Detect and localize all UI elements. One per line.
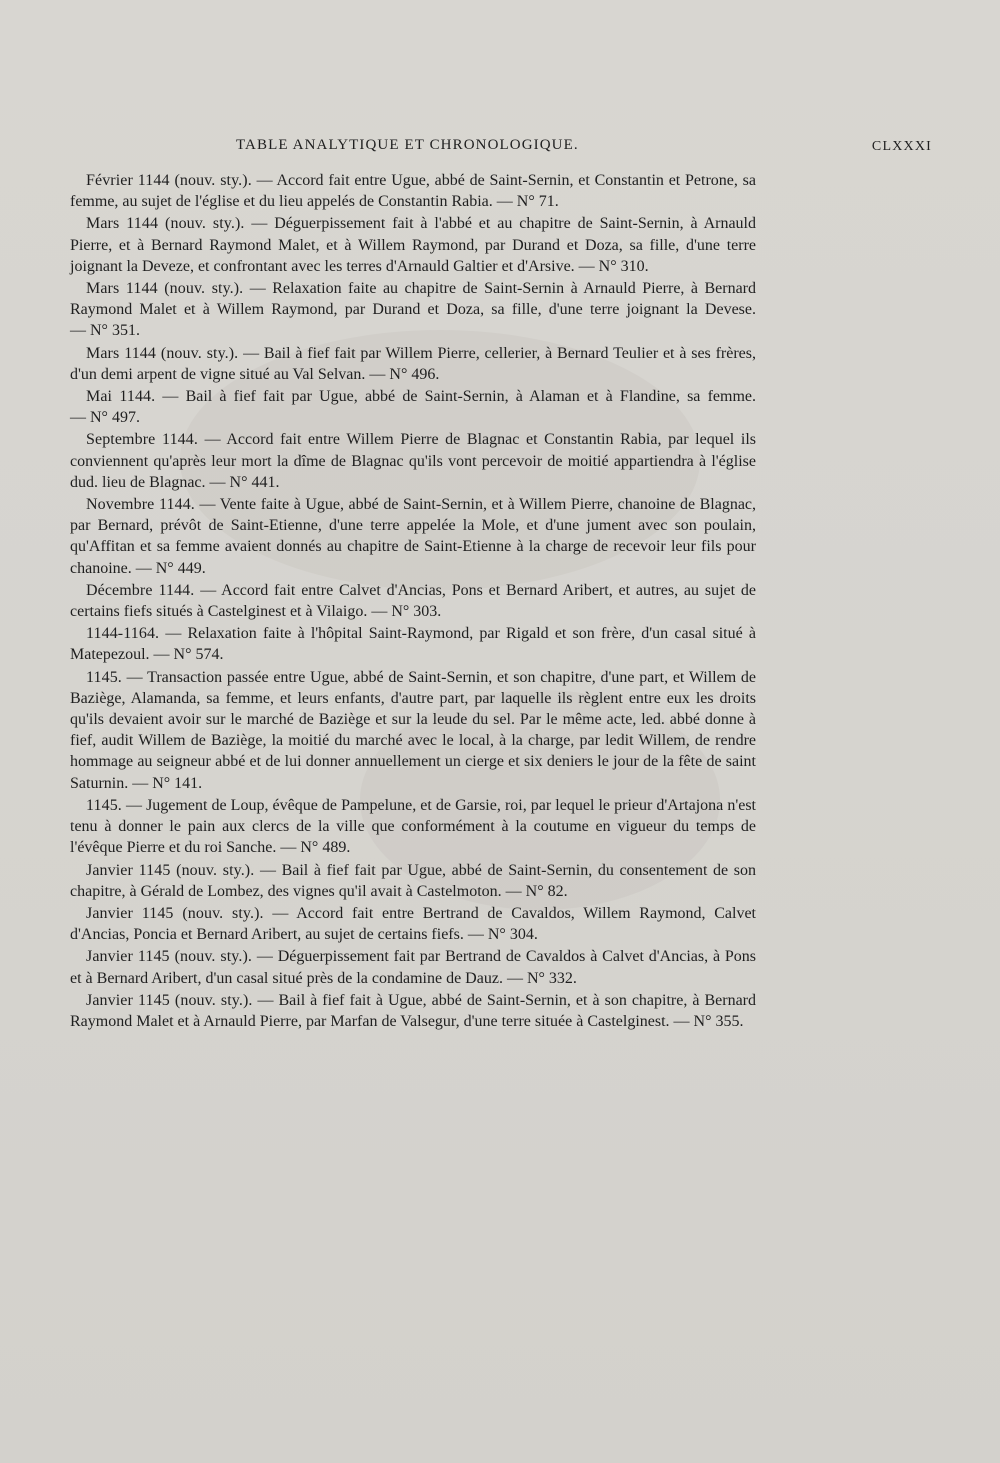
entry-date: Janvier 1145 (nouv. sty.). xyxy=(86,991,253,1009)
entry xyxy=(70,278,756,342)
entry-date: Mars 1144 (nouv. sty.). xyxy=(86,215,245,233)
entry-date: Décembre 1144. xyxy=(86,581,195,599)
entry-ref: — N° 496. xyxy=(369,365,440,383)
entry-text: — Accord fait entre Willem Pierre de Blagnac et Constantin Rabia, par lequel ils conviennent qu'après leur mort la dîme de Blagnac qu'ils vont percevoir de moitié appartiendra à l'église dud. lieu de Blagnac. xyxy=(70,431,757,491)
entry xyxy=(70,580,756,622)
entry-date: Janvier 1145 (nouv. sty.). xyxy=(86,861,255,879)
entry xyxy=(70,343,756,385)
entry-ref: — N° 82. xyxy=(505,882,568,900)
entry-date: Janvier 1145 (nouv. sty.). xyxy=(86,948,252,966)
entry-date: Février 1144 (nouv. sty.). xyxy=(86,172,252,189)
entry-date: Mai 1144. xyxy=(86,388,156,406)
page-header xyxy=(70,137,938,167)
entry-text: — Déguerpissement fait à l'abbé et au chapitre de Saint-Sernin, à Arnauld Pierre, et à Bernard Raymond Malet, et à Willem Raymond, par Durand et Doza, sa fille, d'une terre joignant la Deveze, et confrontant avec les terres d'Arnauld Galtier et d'Arsive. xyxy=(70,215,757,275)
entry-date: 1145. xyxy=(86,796,122,814)
entry xyxy=(70,623,756,665)
entry xyxy=(70,990,756,1032)
entry-ref: — N° 449. xyxy=(135,559,206,577)
entry xyxy=(70,667,756,794)
entry-text: — Relaxation faite à l'hôpital Saint-Raymond, par Rigald et son frère, d'un casal situé à Matepezoul. xyxy=(70,625,756,664)
entry-date: Mars 1144 (nouv. sty.). xyxy=(86,344,239,362)
entry-date: Novembre 1144. xyxy=(86,496,195,514)
entry-ref: — N° 303. xyxy=(371,603,442,621)
entry-date: Septembre 1144. xyxy=(86,431,198,449)
entry-ref: — N° 71. xyxy=(496,193,559,211)
entry-ref: — N° 304. xyxy=(467,926,538,944)
entry-ref: — N° 332. xyxy=(506,969,577,987)
entry-ref: — N° 497. xyxy=(70,409,140,427)
entry-ref: — N° 441. xyxy=(209,473,280,491)
entry xyxy=(70,946,756,988)
page-folio: CLXXXI xyxy=(871,139,932,154)
entry-ref: — N° 141. xyxy=(132,774,203,792)
entry-date: Mars 1144 (nouv. sty.). xyxy=(86,280,244,298)
entry-text: — Relaxation faite au chapitre de Saint-Sernin à Arnauld Pierre, à Bernard Raymond Malet et à Willem Raymond, par Durand et Doza, sa fille, d'une terre joignant la Devese. xyxy=(70,280,757,319)
entry-ref: — N° 355. xyxy=(673,1012,744,1030)
entry xyxy=(70,386,756,428)
entry-ref: — N° 489. xyxy=(280,839,351,857)
entry-date: 1145. xyxy=(86,668,122,686)
entry-text: — Accord fait entre Bertrand de Cavaldos, Willem Raymond, Calvet d'Ancias, Poncia et Bernard Aribert, au sujet de certains fiefs. xyxy=(70,904,757,944)
entry-text: — Bail à fief fait par Ugue, abbé de Saint-Sernin, à Alaman et à Flandine, sa femme. xyxy=(162,388,756,406)
entry-text: — Vente faite à Ugue, abbé de Saint-Sernin, et à Willem Pierre, chanoine de Blagnac, par Bernard, prévôt de Saint-Etienne, d'une terre appelée la Mole, et d'une jument avec son poulain, qu'Affitan et sa femme avaient donnés au chapitre de Saint-Etienne à la charge de recevoir leur fils pour chanoine. xyxy=(70,496,757,577)
entry-text: — Transaction passée entre Ugue, abbé de Saint-Sernin, et son chapitre, d'une part, et Willem de Baziège, Alamanda, sa femme, et leurs enfants, d'autre part, par laquelle ils règlent entre eux les droits qu'ils devaient avoir sur le marché de Baziège et sur la leude du sel. Par le même acte, led. abbé donne à fief, audit Willem de Baziège, la moitié du marché avec le local, à la charge, par ledit Willem, de rendre hommage au seigneur abbé et de lui donner annuellement un cierge et six deniers le jour de la fête de saint Saturnin. xyxy=(70,668,757,792)
entry xyxy=(70,903,756,945)
entry-text: — Jugement de Loup, évêque de Pampelune, et de Garsie, roi, par lequel le prieur d'Artajona n'est tenu à donner le pain aux clercs de la ville que conformément à la coutume en vigueur du temps de l'évêque Pierre et du roi Sanche. xyxy=(70,796,757,857)
entry-text: — Bail à fief fait à Ugue, abbé de Saint-Sernin, et à son chapitre, à Bernard Raymond Malet et à Arnauld Pierre, par Marfan de Valsegur, d'une terre située à Castelginest. xyxy=(70,991,756,1030)
entry-text: — Accord fait entre Calvet d'Ancias, Pons et Bernard Aribert, et autres, au sujet de certains fiefs situés à Castelginest et à Vilaigo. xyxy=(70,581,757,621)
entry xyxy=(70,860,756,902)
entry-ref: — N° 351. xyxy=(70,322,140,340)
entry-text: — Bail à fief fait par Ugue, abbé de Saint-Sernin, du consentement de son chapitre, à Gérald de Lombez, des vignes qu'il avait à Castelmoton. xyxy=(70,861,756,900)
running-title: TABLE ANALYTIQUE ET CHRONOLOGIQUE. xyxy=(236,137,579,153)
entry xyxy=(70,213,756,277)
entry-text: — Déguerpissement fait par Bertrand de Cavaldos à Calvet d'Ancias, à Pons et à Bernard Aribert, d'un casal situé près de la condamine de Dauz. xyxy=(70,948,757,987)
entry-ref: — N° 310. xyxy=(578,257,649,275)
entry-ref: — N° 574. xyxy=(153,646,224,664)
entry xyxy=(70,429,756,493)
entries-list xyxy=(70,170,756,1033)
entry-text: — Accord fait entre Ugue, abbé de Saint-Sernin, et Constantin et Petrone, sa femme, au sujet de l'église et du lieu appelés de Constantin Rabia. xyxy=(70,172,756,211)
entry-text: — Bail à fief fait par Willem Pierre, cellerier, à Bernard Teulier et à ses frères, d'un demi arpent de vigne situé au Val Selvan. xyxy=(70,344,757,383)
entry-date: 1144-1164. xyxy=(86,625,160,643)
entry-date: Janvier 1145 (nouv. sty.). xyxy=(86,904,264,922)
entry xyxy=(70,795,756,859)
entry xyxy=(70,494,756,579)
entry xyxy=(70,170,756,212)
